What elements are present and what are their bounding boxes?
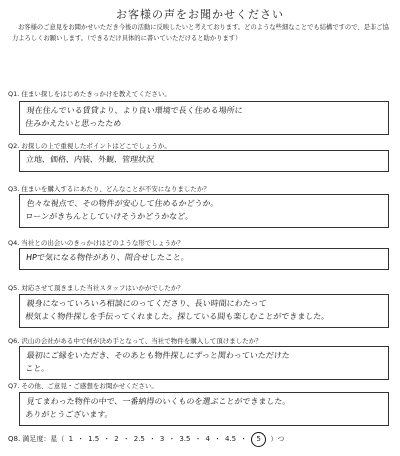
rating-separator: ・ bbox=[168, 435, 176, 443]
question-label: Q5. 対応させて頂きました当社スタッフはいかがでしたか？ bbox=[8, 284, 184, 292]
answer-line: 親身になっていろいろ相談にのってくださり、長い時間にわたって bbox=[26, 299, 268, 308]
question-label: Q7. その他、ご意見・ご感想をお聞かせください。 bbox=[8, 382, 158, 390]
handwritten-answer bbox=[25, 251, 386, 264]
satisfaction-rating bbox=[8, 432, 398, 447]
handwritten-answer bbox=[25, 153, 386, 166]
handwritten-answer bbox=[25, 297, 388, 323]
question-label: Q6. 沢山の会社がある中で何が決め手となって、当社で物件を購入して頂けましたか？ bbox=[8, 337, 262, 345]
answer-line: ローンがきちんとしていけそうかどうかなど。 bbox=[24, 212, 194, 221]
rating-separator: ・ bbox=[77, 435, 85, 443]
rating-label: Q8. 満足度：星（ bbox=[8, 435, 65, 443]
rating-option: 4.5 bbox=[224, 435, 237, 443]
rating-separator: ・ bbox=[122, 435, 130, 443]
question-label: Q3. 住まいを購入するにあたり、どんなことが不安になりましたか？ bbox=[8, 185, 210, 193]
rating-option: 1.5 bbox=[88, 435, 100, 443]
handwritten-answer bbox=[25, 395, 388, 421]
question-label: Q2. お探しの上で重視したポイントはどこでしょうか。 bbox=[8, 142, 171, 150]
answer-line: 住みかえたいと思ったため bbox=[24, 119, 122, 128]
rating-option: 2.5 bbox=[133, 435, 145, 443]
question-label: Q4. 当社との出会いのきっかけはどのような形でしょうか？ bbox=[8, 239, 184, 247]
rating-option: 4 bbox=[205, 435, 210, 443]
handwritten-answer bbox=[25, 104, 388, 130]
rating-separator: ・ bbox=[240, 435, 248, 443]
rating-option: 3.5 bbox=[179, 435, 191, 443]
rating-option-selected: 5 bbox=[251, 432, 266, 447]
rating-separator: ・ bbox=[148, 435, 156, 443]
answer-line: 現在住んでいる賃貸より、より良い環境で長く住める場所に bbox=[26, 106, 244, 115]
question-label: Q1. 住まい探しをはじめたきっかけを教えてください。 bbox=[8, 90, 171, 98]
answer-line: こと。 bbox=[24, 364, 50, 373]
rating-option: 1 bbox=[68, 435, 74, 443]
answer-line: HPで気になる物件があり、問合せしたこと。 bbox=[25, 253, 190, 262]
answer-line: 立地、価格、内装、外観、管理状況 bbox=[25, 155, 155, 164]
answer-line: 根気よく物件探しを手伝ってくれました。探している間も楽しむことができました。 bbox=[24, 312, 330, 321]
rating-suffix: ）つ bbox=[270, 435, 285, 443]
page-title: お客様の声をお聞かせください bbox=[116, 8, 284, 21]
rating-option: 3 bbox=[159, 435, 165, 443]
rating-separator: ・ bbox=[103, 435, 111, 443]
rating-separator: ・ bbox=[194, 435, 202, 443]
intro-text: お客様のご意見をお聞かせいただき今後の活動に反映したいと考えております。どのような些細なことでも結構ですので、是非ご協力よろしくお願いします。（できるだけ具体的に書いていただけると助かります） bbox=[12, 24, 389, 42]
answer-line: 最初にご縁をいただき、そのあとも物件探しにずっと関わっていただけた bbox=[26, 351, 291, 360]
handwritten-answer bbox=[25, 349, 388, 375]
handwritten-answer bbox=[25, 197, 388, 223]
answer-line: 色々な視点で、その物件が安心して住めるかどうか。 bbox=[26, 199, 219, 208]
rating-options bbox=[67, 435, 268, 443]
rating-separator: ・ bbox=[213, 435, 221, 443]
answer-line: ありがとうございます。 bbox=[24, 410, 114, 419]
rating-option: 2 bbox=[114, 435, 119, 443]
answer-line: 見てまわった物件の中で、一番納得のいくものを選ぶことができました。 bbox=[26, 397, 291, 406]
